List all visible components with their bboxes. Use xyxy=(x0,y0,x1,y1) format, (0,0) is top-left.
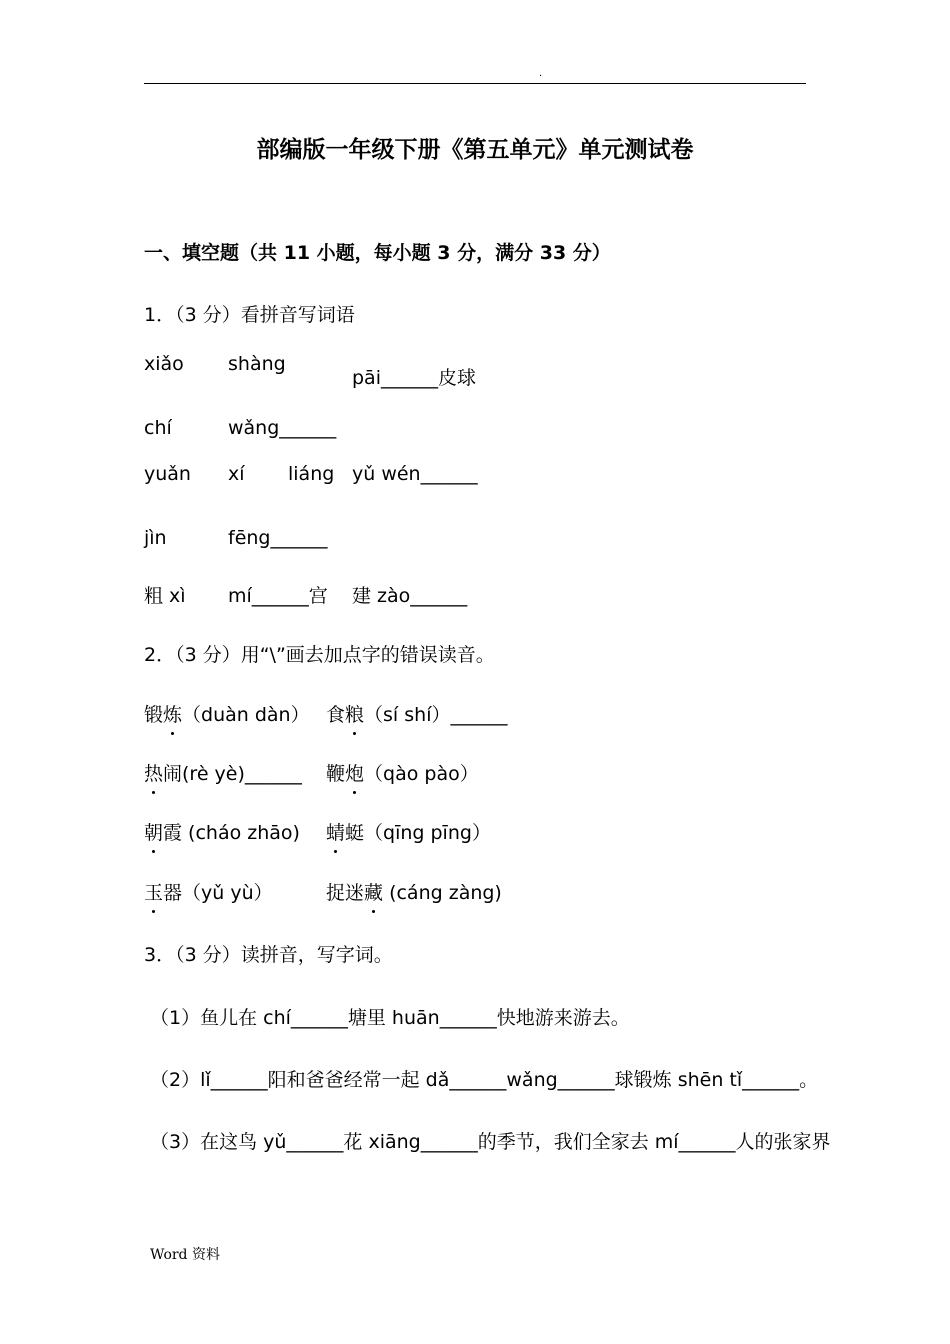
q2-item-post: （duàn dàn） xyxy=(182,704,310,726)
q1-r3-d: yǔ wén______ xyxy=(352,463,478,485)
q3-stem: 3．（3 分）读拼音，写字词。 xyxy=(144,944,393,966)
q1-r1-c: pāi______皮球 xyxy=(352,367,476,389)
q2-item xyxy=(144,884,273,903)
q2-item xyxy=(144,706,310,725)
q1-r5-c: 建 zào______ xyxy=(352,585,468,607)
q2-item-dotted-char: 炼 xyxy=(163,704,183,726)
q1-r1-b: shàng xyxy=(228,353,286,375)
q2-item xyxy=(326,706,507,725)
q1-stem: 1．（3 分）看拼音写词语 xyxy=(144,304,355,326)
q1-r5-a: 粗 xì xyxy=(144,585,186,607)
q2-item xyxy=(326,824,491,843)
q3-sentence-2: （2）lǐ______阳和爸爸经常一起 dǎ______wǎng______球锻炼 shēn tǐ______。 xyxy=(150,1069,819,1091)
q1-r3-c: liáng xyxy=(288,463,335,485)
q2-item-dotted-char: 炮 xyxy=(345,763,365,785)
q2-item xyxy=(326,884,502,903)
q2-item-dotted-char: 热 xyxy=(144,763,164,785)
q1-r5-b: mí______宫 xyxy=(228,585,328,607)
q2-item-post: 器（yǔ yù） xyxy=(163,882,273,904)
q2-item-dotted-char: 粮 xyxy=(345,704,365,726)
q2-item xyxy=(326,765,479,784)
q2-item-post: （sí shí）______ xyxy=(364,704,508,726)
q1-r2-b: wǎng______ xyxy=(228,417,337,439)
q2-item-post: 霞 (cháo zhāo) xyxy=(163,822,300,844)
q1-r3-b: xí xyxy=(228,463,245,485)
q2-item-dotted-char: 玉 xyxy=(144,882,164,904)
q2-item-pre: 捉迷 xyxy=(326,882,365,904)
q2-item xyxy=(144,824,300,843)
section-heading-fill-in: 一、填空题（共 11 小题，每小题 3 分，满分 33 分） xyxy=(144,242,611,264)
q2-item-pre: 锻 xyxy=(144,704,164,726)
q1-r4-b: fēng______ xyxy=(228,527,328,549)
header-dot: . xyxy=(539,68,543,79)
q2-item-dotted-char: 蜻 xyxy=(326,822,346,844)
q2-item-pre: 鞭 xyxy=(326,763,346,785)
q2-item-post: (cáng zàng) xyxy=(383,882,502,904)
q2-stem: 2．（3 分）用“\”画去加点字的错误读音。 xyxy=(144,644,495,666)
q2-item-post: （qào pào） xyxy=(364,763,479,785)
page-title: 部编版一年级下册《第五单元》单元测试卷 xyxy=(256,137,694,163)
q1-r3-a: yuǎn xyxy=(144,463,191,485)
footer-text: Word 资料 xyxy=(150,1247,220,1263)
q2-item-pre: 食 xyxy=(326,704,346,726)
q2-item xyxy=(144,765,302,784)
q1-r1-a: xiǎo xyxy=(144,353,184,375)
q3-sentence-3: （3）在这鸟 yǔ______花 xiāng______的季节，我们全家去 mí______人的张家界 xyxy=(150,1131,831,1153)
q2-item-dotted-char: 朝 xyxy=(144,822,164,844)
q3-sentence-1: （1）鱼儿在 chí______塘里 huān______快地游来游去。 xyxy=(150,1007,630,1029)
q1-r2-a: chí xyxy=(144,417,172,439)
header-rule xyxy=(144,83,806,84)
q1-r4-a: jìn xyxy=(144,527,167,549)
q2-item-post: 闹(rè yè)______ xyxy=(163,763,302,785)
q2-item-dotted-char: 藏 xyxy=(364,882,384,904)
q2-item-post: 蜓（qīng pīng） xyxy=(345,822,491,844)
